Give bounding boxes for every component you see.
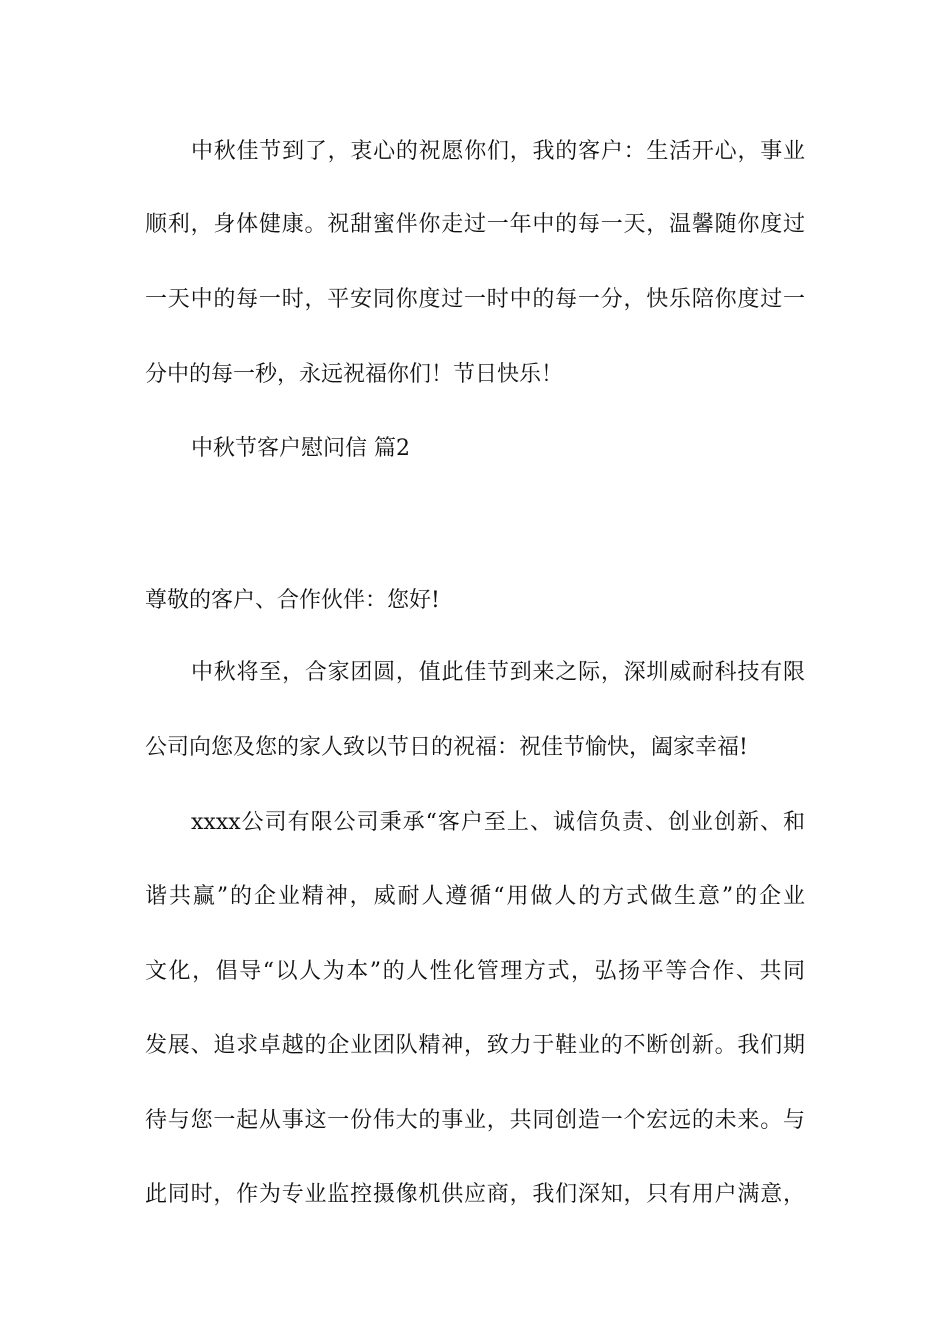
paragraph-2-line-1: 中秋将至，合家团圆，值此佳节到来之际，深圳威耐科技有限 (191, 660, 805, 685)
section-heading: 中秋节客户慰问信 篇2 (191, 436, 410, 461)
paragraph-1-line-2: 顺利，身体健康。祝甜蜜伴你走过一年中的每一天，温馨随你度过 (145, 212, 805, 237)
paragraph-3-line-4: 发展、追求卓越的企业团队精神，致力于鞋业的不断创新。我们期 (145, 1033, 805, 1058)
paragraph-3-line-5: 待与您一起从事这一份伟大的事业，共同创造一个宏远的未来。与 (145, 1108, 805, 1133)
paragraph-1-line-4: 分中的每一秒，永远祝福你们！节日快乐！ (145, 362, 564, 387)
paragraph-3-line-6: 此同时，作为专业监控摄像机供应商，我们深知，只有用户满意， (145, 1182, 805, 1207)
paragraph-1-line-1: 中秋佳节到了，衷心的祝愿你们，我的客户：生活开心，事业 (191, 139, 805, 164)
paragraph-3-line-2: 谐共赢”的企业精神，威耐人遵循“用做人的方式做生意”的企业 (145, 884, 805, 909)
paragraph-1-line-3: 一天中的每一时，平安同你度过一时中的每一分，快乐陪你度过一 (145, 287, 805, 312)
paragraph-3-line-1: xxxx公司有限公司秉承“客户至上、诚信负责、创业创新、和 (191, 810, 805, 835)
paragraph-3-line-3: 文化，倡导“以人为本”的人性化管理方式，弘扬平等合作、共同 (145, 959, 805, 984)
salutation: 尊敬的客户、合作伙伴：您好! (145, 588, 440, 613)
paragraph-2-line-2: 公司向您及您的家人致以节日的祝福：祝佳节愉快，阖家幸福! (145, 735, 748, 760)
